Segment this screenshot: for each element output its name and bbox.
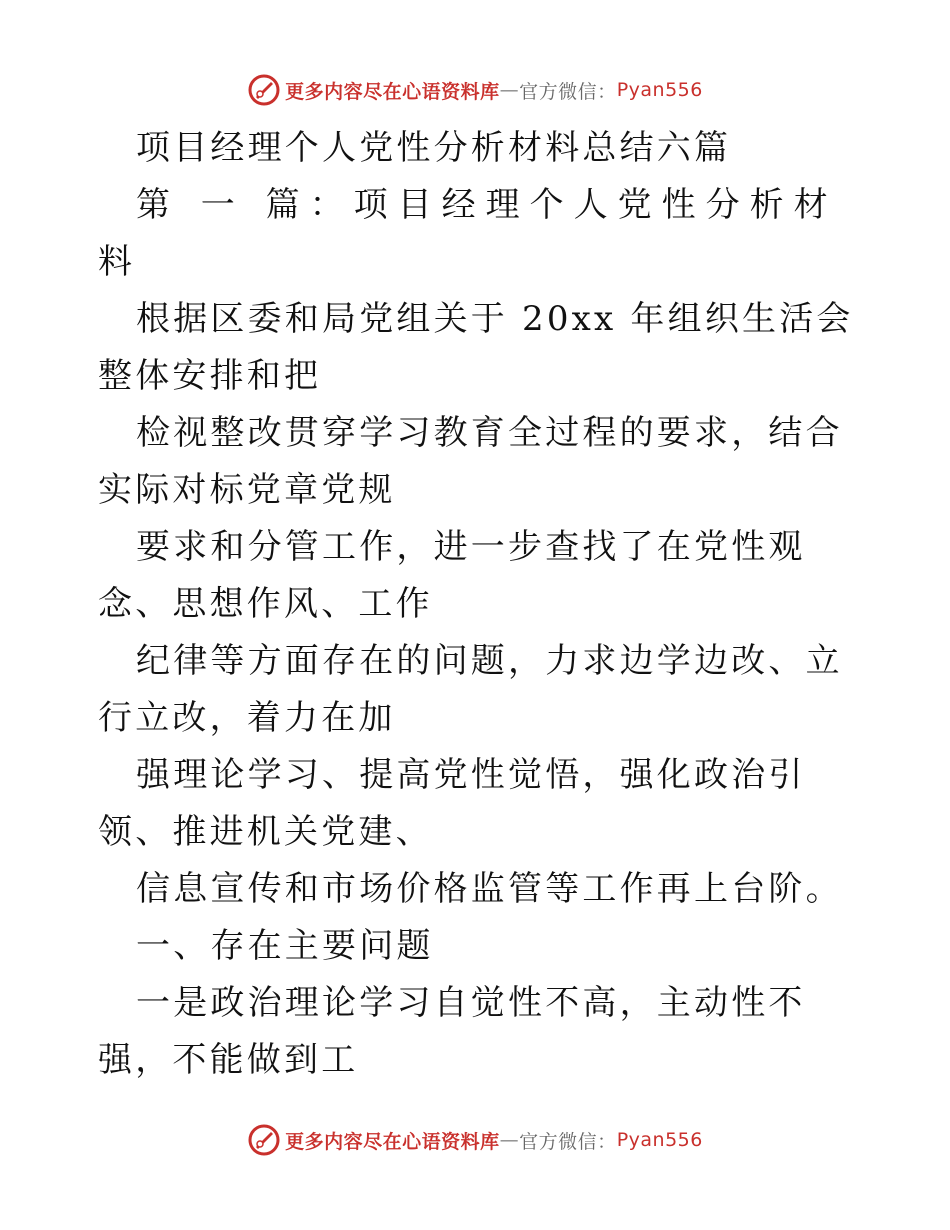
watermark-wechat-id: Pyan556: [616, 79, 703, 101]
document-title: 项目经理个人党性分析材料总结六篇: [136, 128, 732, 168]
paragraph: 检视整改贯穿学习教育全过程的要求，结合实际对标党章党规: [98, 413, 843, 510]
paragraph: 根据区委和局党组关于 20xx 年组织生活会整体安排和把: [98, 299, 854, 396]
watermark-main-text: 更多内容尽在心语资料库: [285, 80, 500, 103]
watermark-separator: —: [499, 79, 520, 101]
document-subtitle: 第 一 篇：项目经理个人党性分析材料: [98, 185, 838, 282]
document-body: [98, 120, 858, 1089]
watermark-footer: [0, 1120, 950, 1160]
quill-logo-icon: [247, 73, 281, 107]
watermark-header: [0, 70, 950, 110]
paragraph: 一是政治理论学习自觉性不高，主动性不强，不能做到工: [98, 983, 806, 1080]
watermark-separator: —: [499, 1129, 520, 1151]
paragraph: 强理论学习、提高党性觉悟，强化政治引领、推进机关党建、: [98, 755, 806, 852]
section-heading: 一、存在主要问题: [136, 926, 434, 966]
watermark-sub-text: 官方微信：: [519, 80, 617, 103]
watermark-sub-text: 官方微信：: [519, 1130, 617, 1153]
quill-logo-icon: [247, 1123, 281, 1157]
paragraph: 信息宣传和市场价格监管等工作再上台阶。: [136, 869, 843, 909]
watermark-main-text: 更多内容尽在心语资料库: [285, 1130, 500, 1153]
paragraph: 纪律等方面存在的问题，力求边学边改、立行立改，着力在加: [98, 641, 843, 738]
watermark-wechat-id: Pyan556: [616, 1129, 703, 1151]
paragraph: 要求和分管工作，进一步查找了在党性观念、思想作风、工作: [98, 527, 806, 624]
